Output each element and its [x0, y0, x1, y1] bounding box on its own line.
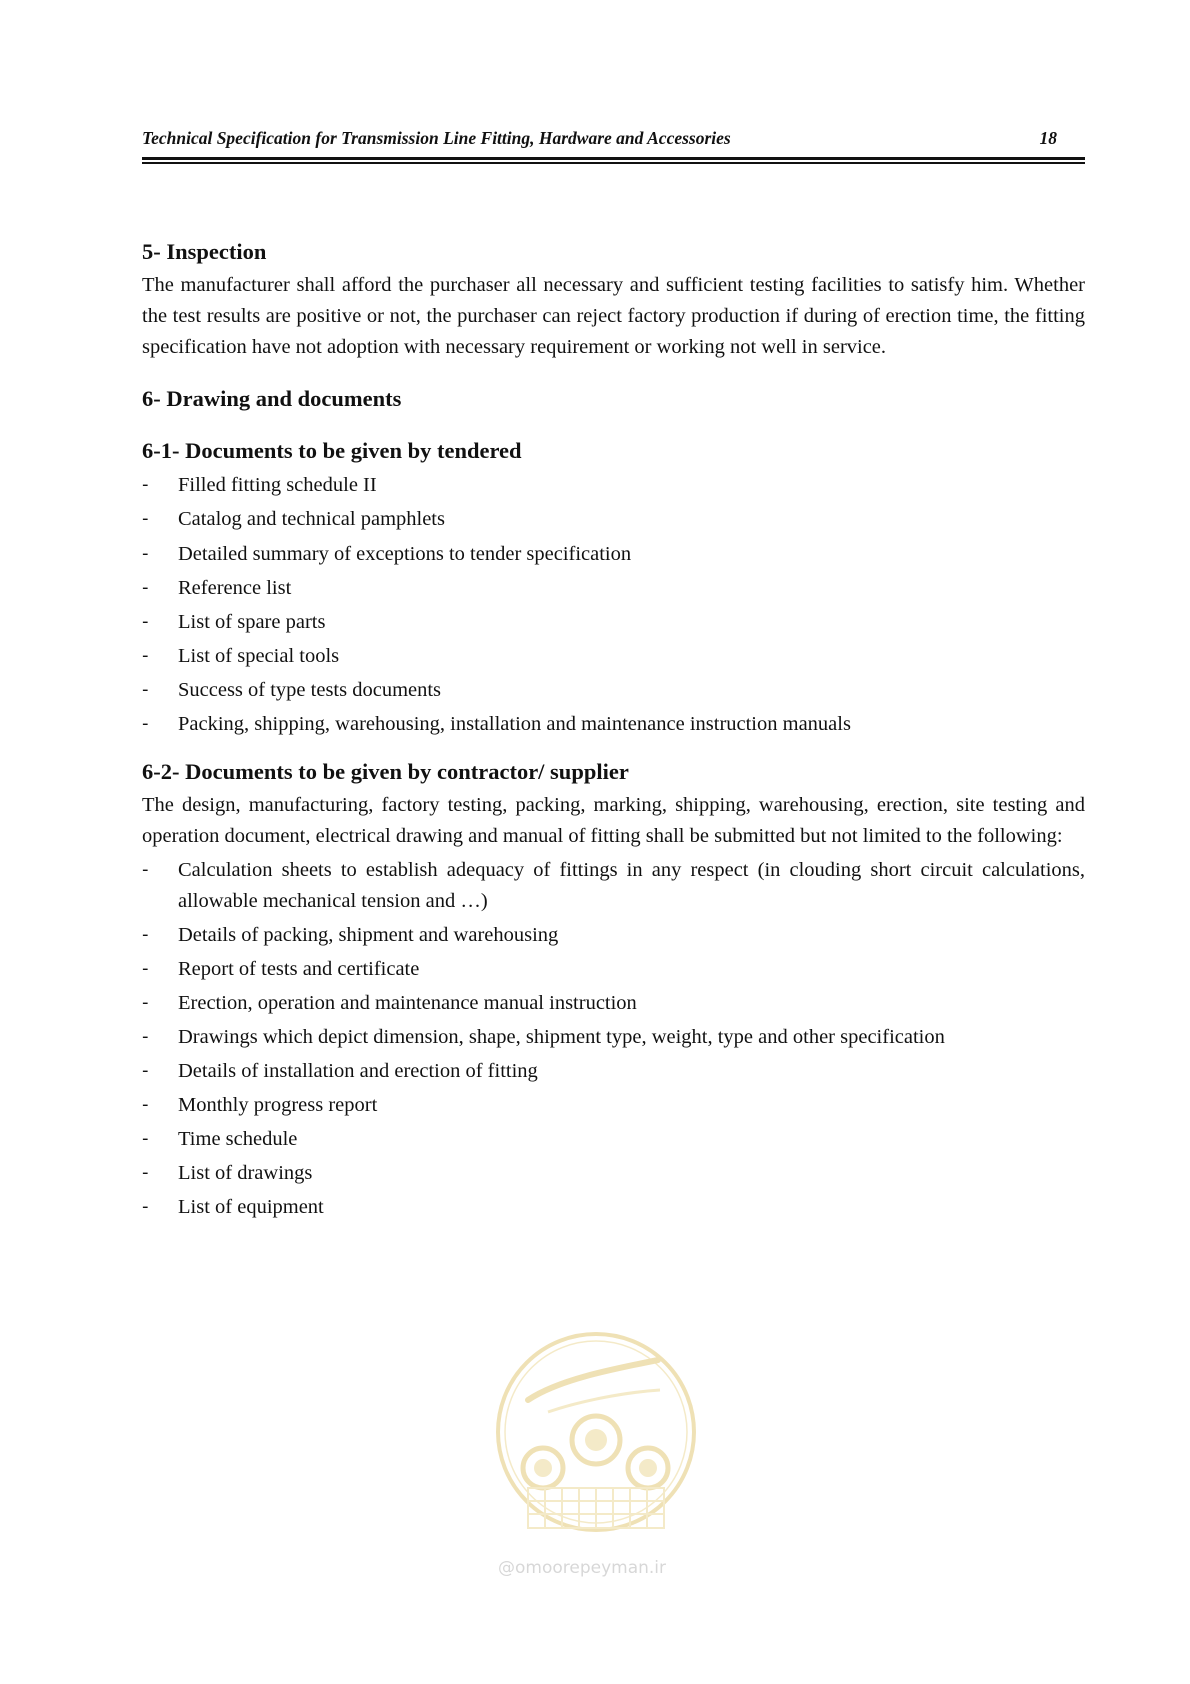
section-6-2-list — [142, 855, 1085, 1223]
list-dash-marker: - — [142, 644, 149, 666]
section-6-2-paragraph: The design, manufacturing, factory testing, packing, marking, shipping, warehousing, erection, site testing and operation document, electrical drawing and manual of fitting shall be submitted but not limited to the following: — [142, 794, 1085, 847]
list-dash-marker: - — [142, 1128, 149, 1150]
list-item — [142, 1022, 1085, 1053]
list-item — [142, 709, 1085, 740]
list-item — [142, 1158, 1085, 1189]
list-item-text: Monthly progress report — [178, 1094, 378, 1117]
list-item — [142, 1090, 1085, 1121]
list-item — [142, 539, 1085, 570]
list-item-text: Drawings which depict dimension, shape, shipment type, weight, type and other specification — [178, 1025, 945, 1048]
list-dash-marker: - — [142, 858, 149, 880]
list-dash-marker: - — [142, 1162, 149, 1184]
list-dash-marker: - — [142, 713, 149, 735]
list-item — [142, 641, 1085, 672]
list-dash-marker: - — [142, 1094, 149, 1116]
list-item — [142, 675, 1085, 706]
list-item — [142, 954, 1085, 985]
list-item — [142, 1056, 1085, 1087]
list-dash-marker: - — [142, 957, 149, 979]
list-item — [142, 573, 1085, 604]
section-5-heading: 5- Inspection — [142, 239, 267, 264]
main-content — [142, 237, 1085, 1226]
list-item — [142, 988, 1085, 1019]
list-dash-marker: - — [142, 1025, 149, 1047]
list-dash-marker: - — [142, 474, 149, 496]
list-item — [142, 470, 1085, 501]
list-item-text: Details of packing, shipment and warehousing — [178, 923, 559, 946]
list-item-text: Report of tests and certificate — [178, 957, 420, 980]
list-item-text: Calculation sheets to establish adequacy of fittings in any respect (in clouding short circuit calculations, allowable mechanical tension and …) — [178, 858, 1085, 912]
list-item-text: Success of type tests documents — [178, 678, 442, 701]
list-item-text: Details of installation and erection of fitting — [178, 1060, 538, 1082]
list-item — [142, 1192, 1085, 1223]
watermark-caption: @omoorepeyman.ir — [498, 1558, 667, 1578]
page-number: 18 — [1039, 128, 1057, 148]
list-item-text: Filled fitting schedule II — [178, 474, 377, 497]
header-rule-thin — [142, 162, 1085, 164]
section-6-1-heading: 6-1- Documents to be given by tendered — [142, 438, 522, 464]
list-item-text: Packing, shipping, warehousing, installation and maintenance instruction manuals — [178, 713, 851, 736]
list-item-text: Reference list — [178, 576, 292, 599]
section-6-1-list — [142, 470, 1085, 739]
list-item — [142, 504, 1085, 535]
list-dash-marker: - — [142, 508, 149, 530]
section-5-paragraph: The manufacturer shall afford the purchaser all necessary and sufficient testing facilities to satisfy him. Whether the test results are positive or not, the purchaser can reject factory production if during of erection time, the fitting specification have not adoption with necessary requirement or working not well in service. — [142, 274, 1085, 358]
list-dash-marker: - — [142, 1060, 149, 1081]
list-dash-marker: - — [142, 542, 149, 564]
watermark-emblem-icon — [488, 1330, 704, 1560]
list-item-text: Catalog and technical pamphlets — [178, 508, 445, 531]
list-item-text: List of spare parts — [178, 610, 326, 633]
list-item-text: Detailed summary of exceptions to tender specification — [178, 542, 632, 565]
list-dash-marker: - — [142, 576, 149, 598]
list-item — [142, 607, 1085, 638]
running-header — [142, 128, 1085, 148]
list-item — [142, 855, 1085, 917]
section-6-2-heading: 6-2- Documents to be given by contractor/ supplier — [142, 759, 629, 785]
header-rule-thick — [142, 157, 1085, 160]
list-item-text: List of drawings — [178, 1162, 313, 1185]
list-item-text: Erection, operation and maintenance manual instruction — [178, 991, 637, 1014]
list-item-text: Time schedule — [178, 1128, 298, 1151]
list-item-text: List of special tools — [178, 644, 340, 667]
list-item — [142, 920, 1085, 951]
list-dash-marker: - — [142, 678, 149, 700]
list-dash-marker: - — [142, 610, 149, 632]
list-item — [142, 1124, 1085, 1155]
list-dash-marker: - — [142, 1196, 149, 1218]
list-dash-marker: - — [142, 923, 149, 945]
list-item-text: List of equipment — [178, 1196, 324, 1219]
list-dash-marker: - — [142, 991, 149, 1013]
header-title: Technical Specification for Transmission Line Fitting, Hardware and Accessories — [142, 128, 731, 148]
watermark-logo — [488, 1330, 704, 1580]
section-6-heading: 6- Drawing and documents — [142, 386, 402, 412]
